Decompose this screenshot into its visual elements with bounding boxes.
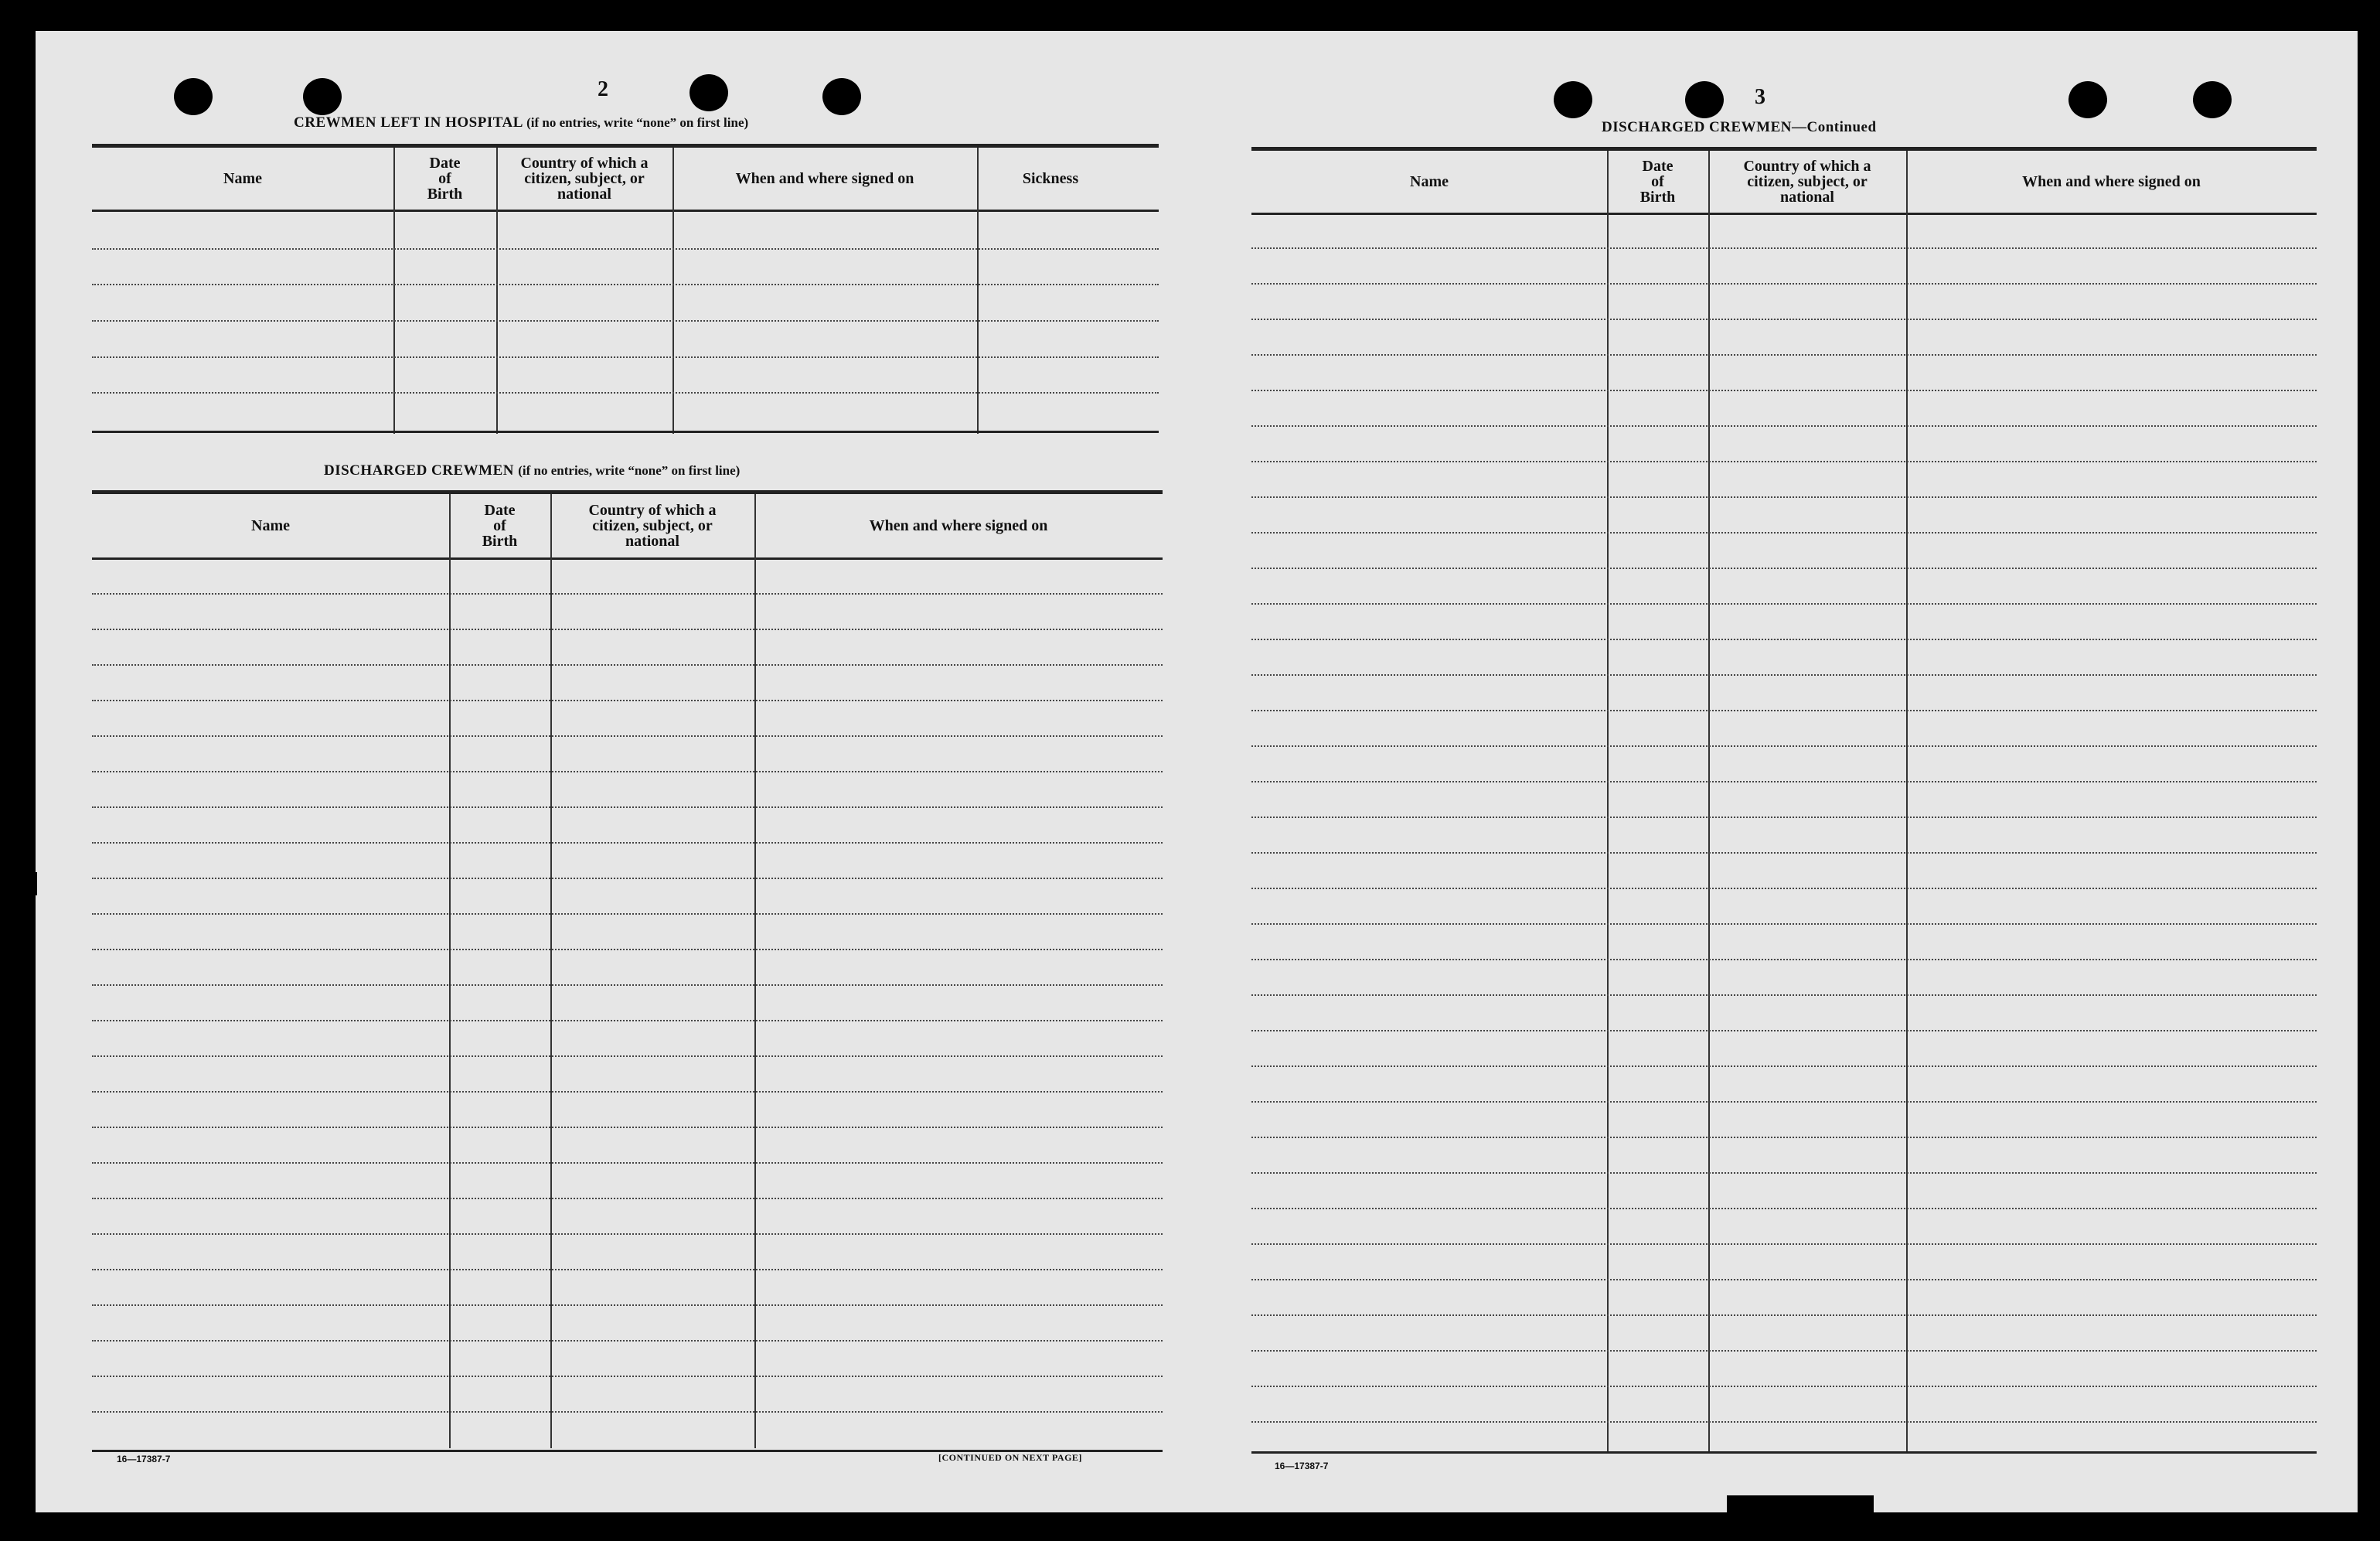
punch-hole — [822, 78, 861, 115]
entry-line[interactable] — [1251, 354, 2317, 356]
section-note: (if no entries, write “none” on first line) — [526, 115, 749, 130]
scanner-edge-mark — [1727, 1495, 1874, 1519]
punch-hole — [1554, 81, 1592, 118]
entry-line[interactable] — [1251, 1208, 2317, 1209]
column-divider — [496, 148, 498, 434]
column-header-date-of-birth: Date of Birth — [427, 155, 463, 203]
column-divider — [1607, 151, 1609, 1453]
scanned-document — [36, 31, 2358, 1512]
table-header — [1251, 151, 2317, 215]
discharged-continued-section-title: DISCHARGED CREWMEN—Continued — [1602, 119, 1877, 135]
entry-line[interactable] — [1251, 817, 2317, 818]
entry-line[interactable] — [1251, 1386, 2317, 1387]
entry-line[interactable] — [92, 629, 1163, 630]
entry-line[interactable] — [92, 1198, 1163, 1199]
entry-line[interactable] — [92, 735, 1163, 737]
entry-line[interactable] — [1251, 1421, 2317, 1423]
entry-line[interactable] — [92, 949, 1163, 950]
column-header-name: Name — [223, 170, 262, 187]
entry-line[interactable] — [92, 320, 1159, 322]
entry-line[interactable] — [92, 1091, 1163, 1093]
column-header-name: Name — [1410, 173, 1449, 190]
entry-line[interactable] — [1251, 603, 2317, 605]
discharged-continued-table — [1251, 147, 2317, 1457]
column-header-date-of-birth: Date of Birth — [482, 502, 518, 550]
punch-hole — [689, 74, 728, 111]
entry-line[interactable] — [1251, 425, 2317, 427]
entry-line[interactable] — [1251, 390, 2317, 391]
column-header-signed-on: When and where signed on — [2022, 173, 2201, 190]
entry-line[interactable] — [92, 1127, 1163, 1128]
entry-line[interactable] — [1251, 461, 2317, 462]
entry-line[interactable] — [1251, 745, 2317, 747]
column-header-signed-on: When and where signed on — [735, 170, 914, 187]
entry-line[interactable] — [1251, 959, 2317, 960]
punch-hole — [2193, 81, 2232, 118]
entry-line[interactable] — [1251, 1101, 2317, 1103]
entry-line[interactable] — [1251, 1137, 2317, 1138]
entry-line[interactable] — [92, 593, 1163, 595]
entry-line[interactable] — [92, 1233, 1163, 1235]
entry-line[interactable] — [92, 1340, 1163, 1342]
column-header-country: Country of which a citizen, subject, or national — [588, 502, 717, 550]
entry-line[interactable] — [92, 356, 1159, 358]
entry-line[interactable] — [1251, 496, 2317, 498]
entry-line[interactable] — [92, 664, 1163, 666]
column-divider — [672, 148, 674, 434]
entry-line[interactable] — [92, 1162, 1163, 1164]
form-code: 16—17387-7 — [117, 1454, 171, 1464]
entry-line[interactable] — [92, 878, 1163, 879]
entry-line[interactable] — [92, 1376, 1163, 1377]
column-divider — [1906, 151, 1908, 1453]
entry-line[interactable] — [1251, 1350, 2317, 1352]
form-code: 16—17387-7 — [1275, 1461, 1329, 1471]
entry-line[interactable] — [92, 1411, 1163, 1413]
entry-line[interactable] — [92, 1055, 1163, 1057]
column-divider — [393, 148, 395, 434]
entry-line[interactable] — [1251, 319, 2317, 320]
entry-line[interactable] — [1251, 568, 2317, 569]
table-bottom-rule — [92, 431, 1159, 433]
hospital-table — [92, 144, 1159, 434]
column-header-sickness: Sickness — [1022, 170, 1079, 187]
scanner-edge-mark — [31, 872, 37, 895]
punch-hole — [2068, 81, 2107, 118]
entry-line[interactable] — [1251, 781, 2317, 782]
entry-line[interactable] — [1251, 710, 2317, 711]
entry-line[interactable] — [1251, 532, 2317, 534]
page-number: 2 — [598, 77, 608, 101]
entry-line[interactable] — [1251, 994, 2317, 996]
column-divider — [977, 148, 979, 434]
section-title-text: DISCHARGED CREWMEN — [324, 462, 514, 479]
entry-line[interactable] — [92, 842, 1163, 844]
entry-line[interactable] — [92, 913, 1163, 915]
entry-line[interactable] — [1251, 283, 2317, 285]
column-header-date-of-birth: Date of Birth — [1639, 158, 1676, 206]
discharged-table — [92, 490, 1163, 1456]
section-title-text: CREWMEN LEFT IN HOSPITAL — [294, 114, 523, 131]
entry-line[interactable] — [1251, 1314, 2317, 1316]
table-header — [92, 494, 1163, 560]
entry-line[interactable] — [1251, 888, 2317, 889]
entry-line[interactable] — [92, 248, 1159, 250]
discharged-section-title — [324, 462, 740, 479]
entry-line[interactable] — [1251, 1030, 2317, 1031]
entry-line[interactable] — [92, 700, 1163, 701]
entry-line[interactable] — [92, 392, 1159, 394]
entry-line[interactable] — [1251, 1065, 2317, 1067]
entry-line[interactable] — [1251, 247, 2317, 249]
column-header-signed-on: When and where signed on — [869, 517, 1048, 534]
entry-line[interactable] — [92, 806, 1163, 808]
entry-line[interactable] — [1251, 852, 2317, 854]
punch-hole — [1685, 81, 1724, 118]
table-bottom-rule — [1251, 1451, 2317, 1454]
continued-note: [CONTINUED ON NEXT PAGE] — [938, 1452, 1082, 1463]
column-divider — [1708, 151, 1710, 1453]
column-header-country: Country of which a citizen, subject, or national — [1743, 158, 1871, 206]
entry-line[interactable] — [92, 771, 1163, 772]
column-header-country: Country of which a citizen, subject, or national — [520, 155, 649, 203]
entry-line[interactable] — [92, 284, 1159, 285]
hospital-section-title — [294, 114, 748, 131]
entry-line[interactable] — [1251, 923, 2317, 925]
table-header — [92, 148, 1159, 212]
entry-line[interactable] — [1251, 674, 2317, 676]
entry-line[interactable] — [1251, 1243, 2317, 1245]
entry-line[interactable] — [92, 1269, 1163, 1270]
entry-line[interactable] — [1251, 1279, 2317, 1280]
entry-line[interactable] — [92, 1020, 1163, 1021]
entry-line[interactable] — [92, 984, 1163, 986]
punch-hole — [303, 78, 342, 115]
punch-hole — [174, 78, 213, 115]
entry-line[interactable] — [1251, 1172, 2317, 1174]
page-number: 3 — [1755, 85, 1765, 109]
entry-line[interactable] — [1251, 639, 2317, 640]
column-header-name: Name — [251, 517, 290, 534]
section-note: (if no entries, write “none” on first line) — [518, 463, 741, 478]
entry-line[interactable] — [92, 1304, 1163, 1306]
